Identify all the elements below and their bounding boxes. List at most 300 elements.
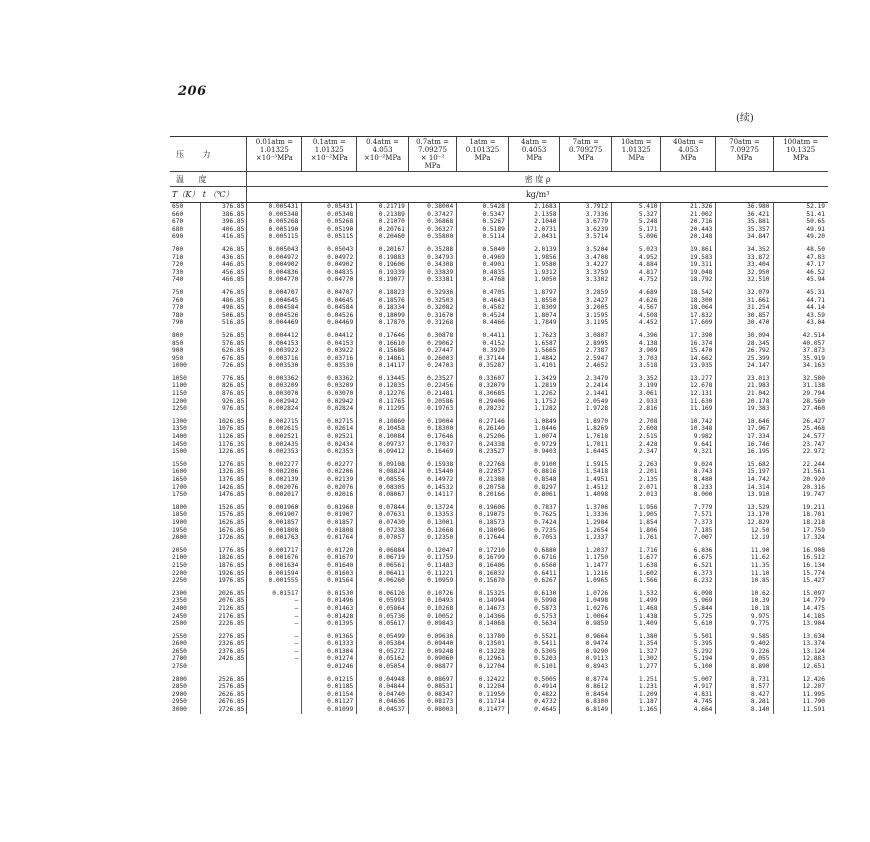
kelvin-cell: 760 — [172, 296, 184, 304]
density-cell: 0.08697 — [408, 671, 456, 684]
kelvin-cell: 2950 — [172, 698, 187, 706]
density-cell: 0.04584 — [302, 304, 357, 312]
density-cell: 0.07057 — [357, 534, 409, 542]
density-cell: 19.211 — [773, 499, 828, 512]
density-cell: 24.147 — [716, 362, 773, 370]
kelvin-cell: 2300 — [172, 589, 187, 597]
density-cell: 1.7849 — [508, 319, 560, 327]
density-cell: 0.10959 — [408, 577, 456, 585]
density-cell: 14.475 — [773, 605, 828, 613]
kelvin-cell: 740 — [172, 276, 184, 284]
density-cell: 0.08824 — [357, 468, 409, 476]
celsius-cell: 1826.85 — [201, 554, 247, 562]
pressure-header-line: MPa — [474, 154, 491, 162]
pressure-header-cell — [661, 137, 716, 172]
density-cell: 1.3706 — [560, 499, 612, 512]
density-cell: 12.678 — [661, 382, 716, 390]
density-cell: 0.5101 — [508, 663, 560, 671]
table-row — [170, 663, 828, 671]
density-cell: 3.5714 — [560, 233, 612, 241]
density-cell: 0.08531 — [408, 683, 456, 691]
density-cell: 10.742 — [661, 413, 716, 426]
density-cell: 1.0074 — [508, 433, 560, 441]
density-cell: 0.01764 — [302, 534, 357, 542]
density-cell: — — [247, 640, 302, 648]
density-cell: 0.01215 — [302, 671, 357, 684]
density-cell: 0.10052 — [408, 613, 456, 621]
pressure-header-line: 7.09275 — [729, 146, 759, 154]
table-row — [170, 211, 828, 219]
density-cell: 0.001960 — [247, 499, 302, 512]
density-cell: 1.187 — [612, 698, 661, 706]
density-cell: 7.571 — [661, 511, 716, 519]
table-row — [170, 620, 828, 628]
density-cell: 0.8454 — [560, 691, 612, 699]
density-cell: 0.19763 — [408, 405, 456, 413]
celsius-cell: 1176.35 — [201, 441, 247, 449]
density-cell: 0.06126 — [357, 585, 409, 598]
density-cell: 12.50 — [716, 527, 773, 535]
kelvin-cell: 2900 — [172, 690, 187, 698]
density-cell: 4.664 — [661, 706, 716, 714]
density-cell: 1.9050 — [508, 276, 560, 284]
density-cell: 0.19606 — [357, 261, 409, 269]
density-cell: 8.743 — [661, 468, 716, 476]
density-cell: 11.62 — [716, 554, 773, 562]
kelvin-cell: 720 — [172, 261, 184, 269]
density-cell: 2.7387 — [560, 347, 612, 355]
table-row — [170, 468, 828, 476]
density-cell: 0.001717 — [247, 542, 302, 555]
celsius-cell: 526.85 — [201, 327, 247, 340]
density-cell: 2.347 — [612, 448, 661, 456]
density-cell: 0.13724 — [408, 499, 456, 512]
density-cell: 0.4822 — [508, 691, 560, 699]
density-cell: 20.716 — [661, 218, 716, 226]
density-cell: 1.302 — [612, 655, 661, 663]
celsius-cell: 506.85 — [201, 312, 247, 320]
density-cell: 4.452 — [612, 319, 661, 327]
density-cell: 0.5203 — [508, 655, 560, 663]
density-cell: 0.03716 — [302, 355, 357, 363]
table-row — [170, 340, 828, 348]
density-cell: 1.4512 — [560, 484, 612, 492]
density-cell: 13.935 — [661, 362, 716, 370]
density-cell: 0.8774 — [560, 671, 612, 684]
density-cell: 1.806 — [612, 527, 661, 535]
density-cell: 9.055 — [716, 655, 773, 663]
density-cell: 0.4643 — [457, 297, 509, 305]
pressure-header-line: 4atm = — [521, 138, 548, 146]
density-cell: 0.001555 — [247, 577, 302, 585]
density-cell: 0.26003 — [408, 355, 456, 363]
density-cell: 12.883 — [773, 655, 828, 663]
density-cell: 0.21388 — [457, 476, 509, 484]
density-cell: 0.004469 — [247, 319, 302, 327]
density-cell: 2.4652 — [560, 362, 612, 370]
pressure-label: 压 力 — [170, 137, 247, 172]
density-cell: 15.774 — [773, 570, 828, 578]
density-cell: 0.15325 — [457, 585, 509, 598]
celsius-cell: 2176.85 — [201, 613, 247, 621]
celsius-cell: 396.85 — [201, 218, 247, 226]
density-cell: 0.11714 — [457, 698, 509, 706]
pressure-header-line: 0.1atm = — [312, 138, 346, 146]
kelvin-cell: 2850 — [172, 683, 187, 691]
pressure-header-line: MPa — [424, 162, 441, 170]
density-cell: 0.002435 — [247, 441, 302, 449]
density-cell: 0.05384 — [357, 640, 409, 648]
density-cell: 12.651 — [773, 663, 828, 671]
density-cell: 0.07844 — [357, 499, 409, 512]
density-cell: 11.35 — [716, 562, 773, 570]
kelvin-cell: 2450 — [172, 612, 187, 620]
density-cell: 3.199 — [612, 382, 661, 390]
pressure-header-cell — [773, 137, 828, 172]
kelvin-cell: 1100 — [172, 382, 187, 390]
density-cell: 0.01365 — [302, 628, 357, 641]
table-row — [170, 304, 828, 312]
density-cell: 5.969 — [661, 597, 716, 605]
density-cell: 0.20460 — [357, 233, 409, 241]
density-cell: 0.002942 — [247, 398, 302, 406]
pressure-header-line: MPa — [792, 154, 809, 162]
density-cell: 0.6716 — [508, 554, 560, 562]
density-cell: 0.9859 — [560, 620, 612, 628]
density-cell: 11.10 — [716, 570, 773, 578]
pressure-header-cell — [716, 137, 773, 172]
density-cell: 0.16032 — [457, 570, 509, 578]
density-cell: 0.13780 — [457, 628, 509, 641]
density-cell: 0.8816 — [508, 468, 560, 476]
density-cell: 0.34793 — [408, 254, 456, 262]
temperature-label: 温 度 — [170, 172, 247, 187]
table-row — [170, 484, 828, 492]
celsius-cell: 376.85 — [201, 203, 247, 211]
celsius-cell: 726.85 — [201, 362, 247, 370]
density-cell: 3.4708 — [560, 254, 612, 262]
celsius-cell: 1076.85 — [201, 425, 247, 433]
density-cell: — — [247, 628, 302, 641]
density-cell: 2.428 — [612, 441, 661, 449]
density-cell: 1.409 — [612, 620, 661, 628]
density-cell — [247, 683, 302, 691]
density-cell: 8.000 — [661, 491, 716, 499]
celsius-cell: 976.85 — [201, 405, 247, 413]
density-cell: 0.8149 — [560, 706, 612, 714]
density-cell: 0.01496 — [302, 597, 357, 605]
density-cell: 20.316 — [773, 484, 828, 492]
density-cell: 8.140 — [716, 706, 773, 714]
density-cell: 40.057 — [773, 340, 828, 348]
density-cell: 7.185 — [661, 527, 716, 535]
density-cell: 0.8297 — [508, 484, 560, 492]
celsius-cell: 496.85 — [201, 304, 247, 312]
density-cell: 0.13353 — [408, 511, 456, 519]
table-row — [170, 491, 828, 499]
density-cell: 0.002206 — [247, 468, 302, 476]
density-cell: 2.013 — [612, 491, 661, 499]
density-cell: 8.577 — [716, 683, 773, 691]
celsius-cell: 2726.85 — [201, 706, 247, 714]
density-cell: 0.23527 — [408, 370, 456, 383]
kelvin-cell: 730 — [172, 268, 184, 276]
density-cell: 0.01154 — [302, 691, 357, 699]
density-cell: 32.079 — [716, 284, 773, 297]
density-cell: 9.024 — [661, 456, 716, 469]
celsius-cell: 1026.85 — [201, 413, 247, 426]
celsius-cell: 2326.85 — [201, 640, 247, 648]
density-cell: 0.005348 — [247, 211, 302, 219]
density-cell: 4.952 — [612, 254, 661, 262]
density-cell: 0.22768 — [457, 456, 509, 469]
pressure-header-line: MPa — [577, 154, 594, 162]
density-unit: kg/m³ — [247, 187, 828, 203]
density-table — [170, 136, 828, 714]
density-cell: 12.19 — [716, 534, 773, 542]
density-cell: 14.314 — [716, 484, 773, 492]
kelvin-cell: 2150 — [172, 561, 187, 569]
density-cell: 1.8269 — [560, 425, 612, 433]
density-cell: 51.41 — [773, 211, 828, 219]
pressure-header-line: 0.7atm = — [416, 138, 449, 146]
density-cell: 28.560 — [773, 398, 828, 406]
density-cell — [247, 706, 302, 714]
table-row — [170, 577, 828, 585]
celsius-cell: 2576.85 — [201, 683, 247, 691]
density-cell: 0.18300 — [408, 425, 456, 433]
density-cell: 29.794 — [773, 390, 828, 398]
density-cell: 0.002353 — [247, 448, 302, 456]
density-cell: 43.04 — [773, 319, 828, 327]
density-cell: 1.327 — [612, 648, 661, 656]
table-row — [170, 499, 828, 512]
density-cell: 0.04707 — [302, 284, 357, 297]
density-cell: 0.01333 — [302, 640, 357, 648]
table-row — [170, 698, 828, 706]
unit-row — [170, 187, 828, 203]
density-cell: 0.002615 — [247, 425, 302, 433]
density-cell: 1.3336 — [560, 511, 612, 519]
density-cell: 23.747 — [773, 441, 828, 449]
density-cell: 10.85 — [716, 577, 773, 585]
density-cell: 0.21719 — [357, 203, 409, 211]
density-cell: 13.634 — [773, 628, 828, 641]
density-cell: 0.10493 — [408, 597, 456, 605]
table-row — [170, 347, 828, 355]
density-cell: 0.01127 — [302, 698, 357, 706]
density-cell: 1.499 — [612, 597, 661, 605]
density-cell: 0.31670 — [408, 312, 456, 320]
density-cell — [247, 698, 302, 706]
density-cell: 0.06260 — [357, 577, 409, 585]
density-cell: 0.002715 — [247, 413, 302, 426]
density-cell: 15.197 — [716, 468, 773, 476]
density-cell: 0.01274 — [302, 655, 357, 663]
density-cell: 3.3759 — [560, 269, 612, 277]
density-cell: 0.5634 — [508, 620, 560, 628]
density-cell: 0.5005 — [508, 671, 560, 684]
kelvin-cell: 2000 — [172, 534, 187, 542]
density-cell: 3.2859 — [560, 284, 612, 297]
table-row — [170, 203, 828, 211]
kelvin-cell: 1550 — [172, 460, 187, 468]
density-cell: 0.11759 — [408, 554, 456, 562]
density-cell: 34.352 — [716, 241, 773, 254]
density-cell: 2.0431 — [508, 233, 560, 241]
density-cell: 46.52 — [773, 269, 828, 277]
density-cell: 11.630 — [661, 398, 716, 406]
density-cell: 6.098 — [661, 585, 716, 598]
density-cell: 43.59 — [773, 312, 828, 320]
density-cell: 25.399 — [716, 355, 773, 363]
density-cell: 1.0965 — [560, 577, 612, 585]
kelvin-cell: 2400 — [172, 604, 187, 612]
kelvin-cell: 1300 — [172, 417, 187, 425]
density-cell: 3.1595 — [560, 312, 612, 320]
density-cell: 7.007 — [661, 534, 716, 542]
density-cell: 0.14861 — [357, 355, 409, 363]
celsius-cell: 476.85 — [201, 284, 247, 297]
table-row — [170, 511, 828, 519]
density-cell: 2.071 — [612, 484, 661, 492]
density-cell: 34.163 — [773, 362, 828, 370]
density-cell: 0.005268 — [247, 218, 302, 226]
density-cell: 33.404 — [716, 261, 773, 269]
density-cell: 3.909 — [612, 347, 661, 355]
table-row — [170, 425, 828, 433]
density-cell: 0.03362 — [302, 370, 357, 383]
density-cell: 0.02614 — [302, 425, 357, 433]
density-cell: 0.01428 — [302, 613, 357, 621]
kelvin-cell: 1900 — [172, 518, 187, 526]
density-cell: 8.731 — [716, 671, 773, 684]
table-row — [170, 671, 828, 684]
kelvin-cell: 1250 — [172, 405, 187, 413]
density-cell: 0.004770 — [247, 276, 302, 284]
density-cell: 32.580 — [773, 370, 828, 383]
density-cell: 0.3920 — [457, 347, 509, 355]
density-cell: 1.165 — [612, 706, 661, 714]
density-cell: 11.591 — [773, 706, 828, 714]
density-cell: 0.16469 — [408, 448, 456, 456]
density-cell: 0.004412 — [247, 327, 302, 340]
density-cell: 0.001676 — [247, 554, 302, 562]
table-row — [170, 327, 828, 340]
density-cell: 0.002277 — [247, 456, 302, 469]
density-cell: 0.04153 — [302, 340, 357, 348]
kelvin-cell: 2700 — [172, 655, 187, 663]
density-cell: 1.2037 — [560, 542, 612, 555]
density-cell: — — [247, 597, 302, 605]
pressure-header-line: MPa — [526, 154, 542, 162]
density-cell: 0.25206 — [457, 433, 509, 441]
table-row — [170, 640, 828, 648]
density-cell: 0.08877 — [408, 663, 456, 671]
density-cell: 2.1358 — [508, 211, 560, 219]
density-cell: 44.14 — [773, 304, 828, 312]
kelvin-cell: 1950 — [172, 526, 187, 534]
celsius-cell: 1776.85 — [201, 542, 247, 555]
density-cell: 0.002017 — [247, 491, 302, 499]
density-cell: 0.08305 — [357, 484, 409, 492]
density-cell: 4.884 — [612, 261, 661, 269]
density-cell: 0.09108 — [357, 456, 409, 469]
density-cell: 0.08173 — [408, 698, 456, 706]
table-row — [170, 269, 828, 277]
density-cell: 20.443 — [661, 226, 716, 234]
density-cell: 0.15670 — [457, 577, 509, 585]
density-cell: 1.8074 — [508, 312, 560, 320]
density-cell: 0.33839 — [408, 269, 456, 277]
density-cell: 13.170 — [716, 511, 773, 519]
density-cell: 1.638 — [612, 562, 661, 570]
density-cell: 0.8548 — [508, 476, 560, 484]
density-cell: 0.003070 — [247, 390, 302, 398]
density-cell: 21.042 — [716, 390, 773, 398]
celsius-cell: 1326.85 — [201, 468, 247, 476]
density-cell: 7.779 — [661, 499, 716, 512]
density-cell: 0.9290 — [560, 648, 612, 656]
kelvin-cell: 750 — [172, 288, 184, 296]
kelvin-cell: 850 — [172, 339, 184, 347]
density-cell: 1.716 — [612, 542, 661, 555]
density-cell: 0.05115 — [302, 233, 357, 241]
pressure-header-line: MPa — [628, 154, 645, 162]
density-cell: 0.004972 — [247, 254, 302, 262]
density-cell: 26.427 — [773, 413, 828, 426]
density-cell: 0.7837 — [508, 499, 560, 512]
density-cell: 5.096 — [612, 233, 661, 241]
density-cell: 32.510 — [716, 276, 773, 284]
density-cell: 0.06884 — [357, 542, 409, 555]
density-cell: 0.004645 — [247, 297, 302, 305]
kelvin-cell: 800 — [172, 331, 184, 339]
celsius-cell: 1926.85 — [201, 570, 247, 578]
density-cell: 0.12422 — [457, 671, 509, 684]
density-cell: 0.20586 — [408, 398, 456, 406]
density-cell: 5.610 — [661, 620, 716, 628]
density-cell: 0.30878 — [408, 327, 456, 340]
table-row — [170, 542, 828, 555]
density-cell: 48.50 — [773, 241, 828, 254]
density-cell: 0.5998 — [508, 597, 560, 605]
density-cell: 4.831 — [661, 691, 716, 699]
density-cell: 0.04645 — [302, 297, 357, 305]
density-cell: 4.567 — [612, 304, 661, 312]
density-cell: 17.324 — [773, 534, 828, 542]
density-cell: 0.01857 — [302, 519, 357, 527]
density-cell: 2.2414 — [560, 382, 612, 390]
density-cell: 4.917 — [661, 683, 716, 691]
density-cell: 0.5114 — [457, 233, 509, 241]
density-cell: 0.4466 — [457, 319, 509, 327]
density-cell: 0.19077 — [357, 276, 409, 284]
density-cell: 0.01099 — [302, 706, 357, 714]
density-cell: 16.374 — [661, 340, 716, 348]
density-cell: 5.395 — [661, 640, 716, 648]
density-cell: 0.29062 — [408, 340, 456, 348]
density-cell: 0.8943 — [560, 663, 612, 671]
density-cell: 0.5753 — [508, 613, 560, 621]
density-cell: 11.790 — [773, 698, 828, 706]
density-cell: 0.18823 — [357, 284, 409, 297]
kelvin-cell: 1800 — [172, 503, 187, 511]
density-cell: 0.01603 — [302, 570, 357, 578]
density-cell: 0.04526 — [302, 312, 357, 320]
celsius-cell: 1426.85 — [201, 484, 247, 492]
density-cell: 1.9312 — [508, 269, 560, 277]
